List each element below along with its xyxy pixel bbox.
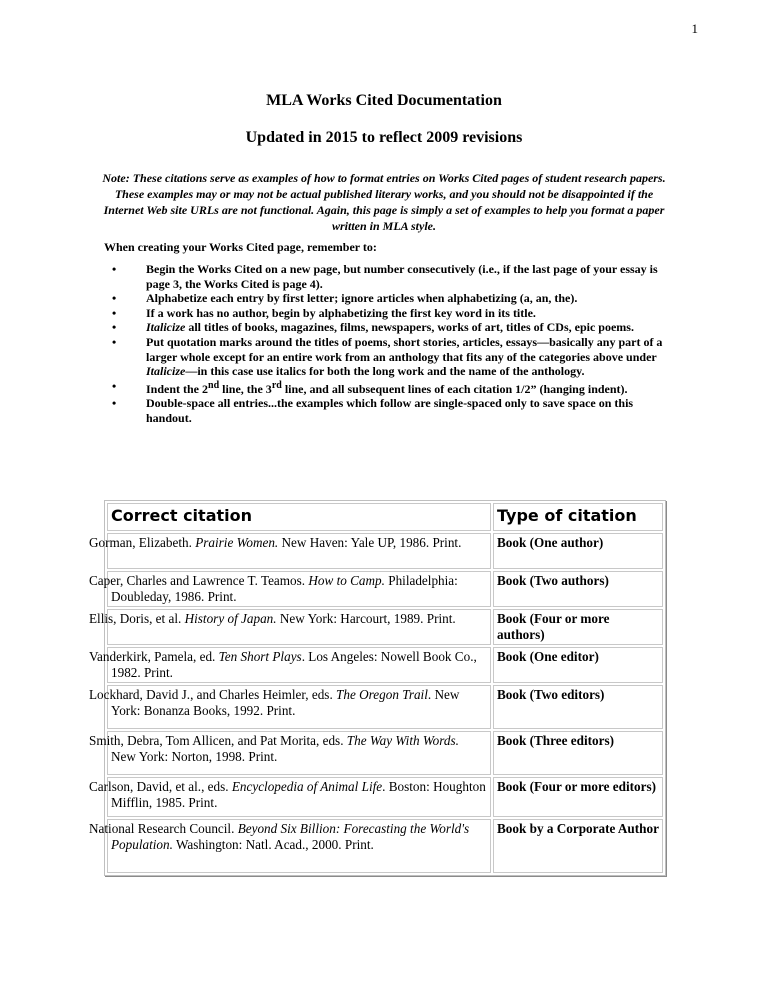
citation-cell: National Research Council. Beyond Six Billion: Forecasting the World's Population. Washington: Natl. Acad., 2000. Print. [107,819,491,873]
citation-cell: Ellis, Doris, et al. History of Japan. New York: Harcourt, 1989. Print. [107,609,491,645]
citation-title: History of Japan. [184,611,277,626]
citation-cell: Vanderkirk, Pamela, ed. Ten Short Plays. Los Angeles: Nowell Book Co., 1982. Print. [107,647,491,683]
table-row [107,731,663,775]
bullet-icon: • [112,334,117,349]
rule-text: —in this case use italics for both the long work and the name of the anthology. [185,364,585,379]
citation-title: The Way With Words. [346,733,459,748]
ordinal-suffix: rd [271,379,282,391]
type-cell: Book (One author) [493,533,663,569]
citation-table [89,500,666,876]
rule-text: Begin the Works Cited on a new page, but number consecutively (i.e., if the last page of your essay is page 3, the Works Cited is page 4). [146,262,658,291]
rule-item [112,262,672,291]
document-subtitle: Updated in 2015 to reflect 2009 revisions [245,129,523,146]
rule-text: Put quotation marks around the titles of poems, short stories, articles, essays—basically any part of a larger whole except for an entire work from an anthology that fits any of the categories above under [146,334,663,364]
table-row [107,647,663,683]
rule-item [112,320,672,335]
citation-cell: Smith, Debra, Tom Allicen, and Pat Morita, eds. The Way With Words. New York: Norton, 1998. Print. [107,731,491,775]
bullet-icon: • [112,378,117,393]
citation-title: The Oregon Trail [336,687,428,702]
rule-text: If a work has no author, begin by alphabetizing the first key word in its title. [146,305,536,320]
header-correct-citation: Correct citation [107,503,491,531]
type-cell: Book by a Corporate Author [493,819,663,873]
citation-cell: Carlson, David, et al., eds. Encyclopedia of Animal Life. Boston: Houghton Mifflin, 1985. Print. [107,777,491,817]
rule-item [112,396,672,425]
bullet-icon: • [112,320,117,335]
rule-text: line, and all subsequent lines of each citation 1/2” (hanging indent). [281,381,628,396]
citation-cell: Lockhard, David J., and Charles Heimler, eds. The Oregon Trail. New York: Bonanza Books, 1992. Print. [107,685,491,729]
ordinal-suffix: nd [208,379,220,391]
rule-item [112,306,672,321]
table-row [107,609,663,645]
type-cell: Book (Four or more authors) [493,609,663,645]
rule-text: Double-space all entries...the examples which follow are single-spaced only to save space on this handout. [146,396,634,425]
rule-text: Indent the 2 [146,381,209,396]
bullet-icon: • [112,262,117,276]
table-row [107,685,663,729]
type-cell: Book (Two authors) [493,571,663,607]
citation-cell: Caper, Charles and Lawrence T. Teamos. How to Camp. Philadelphia: Doubleday, 1986. Print. [107,571,491,607]
italicize-term: Italicize [146,364,186,379]
type-cell: Book (Three editors) [493,731,663,775]
rules-list [112,262,672,426]
table-row [107,819,663,873]
rule-text: Alphabetize each entry by first letter; ignore articles when alphabetizing (a, an, the). [146,291,578,306]
citation-title: How to Camp. [308,573,385,588]
bullet-icon: • [112,291,117,306]
citation-cell: Gorman, Elizabeth. Prairie Women. New Haven: Yale UP, 1986. Print. [107,533,491,569]
citation-title: Encyclopedia of Animal Life [231,779,383,794]
type-cell: Book (One editor) [493,647,663,683]
rule-item [112,291,672,306]
citation-title: Beyond Six Billion: Forecasting the World's Population. [111,821,470,852]
page-number: 1 [691,21,698,36]
italicize-term: Italicize [146,320,186,335]
intro-line: When creating your Works Cited page, remember to: [104,240,377,254]
table-header-row [107,503,663,531]
citation-title: Prairie Women. [195,535,279,550]
bullet-icon: • [112,305,117,320]
rule-item [112,335,672,379]
note-paragraph: Note: These citations serve as examples of how to format entries on Works Cited pages of student research papers. These examples may or may not be actual published literary works, and you should not be disappointed if the Internet Web site URLs are not functional. Again, this page is simply a set of examples to help you format a paper written in MLA style. [102,171,666,233]
rule-item [112,379,672,397]
table-row [107,533,663,569]
header-type-of-citation: Type of citation [493,503,663,531]
rule-text: line, the 3 [219,381,272,396]
citation-title: Ten Short Plays [218,649,302,664]
rule-text: all titles of books, magazines, films, newspapers, works of art, titles of CDs, epic poems. [185,320,634,335]
table-row [107,571,663,607]
type-cell: Book (Four or more editors) [493,777,663,817]
document-title: MLA Works Cited Documentation [266,92,502,109]
table-row [107,777,663,817]
type-cell: Book (Two editors) [493,685,663,729]
bullet-icon: • [112,396,117,411]
